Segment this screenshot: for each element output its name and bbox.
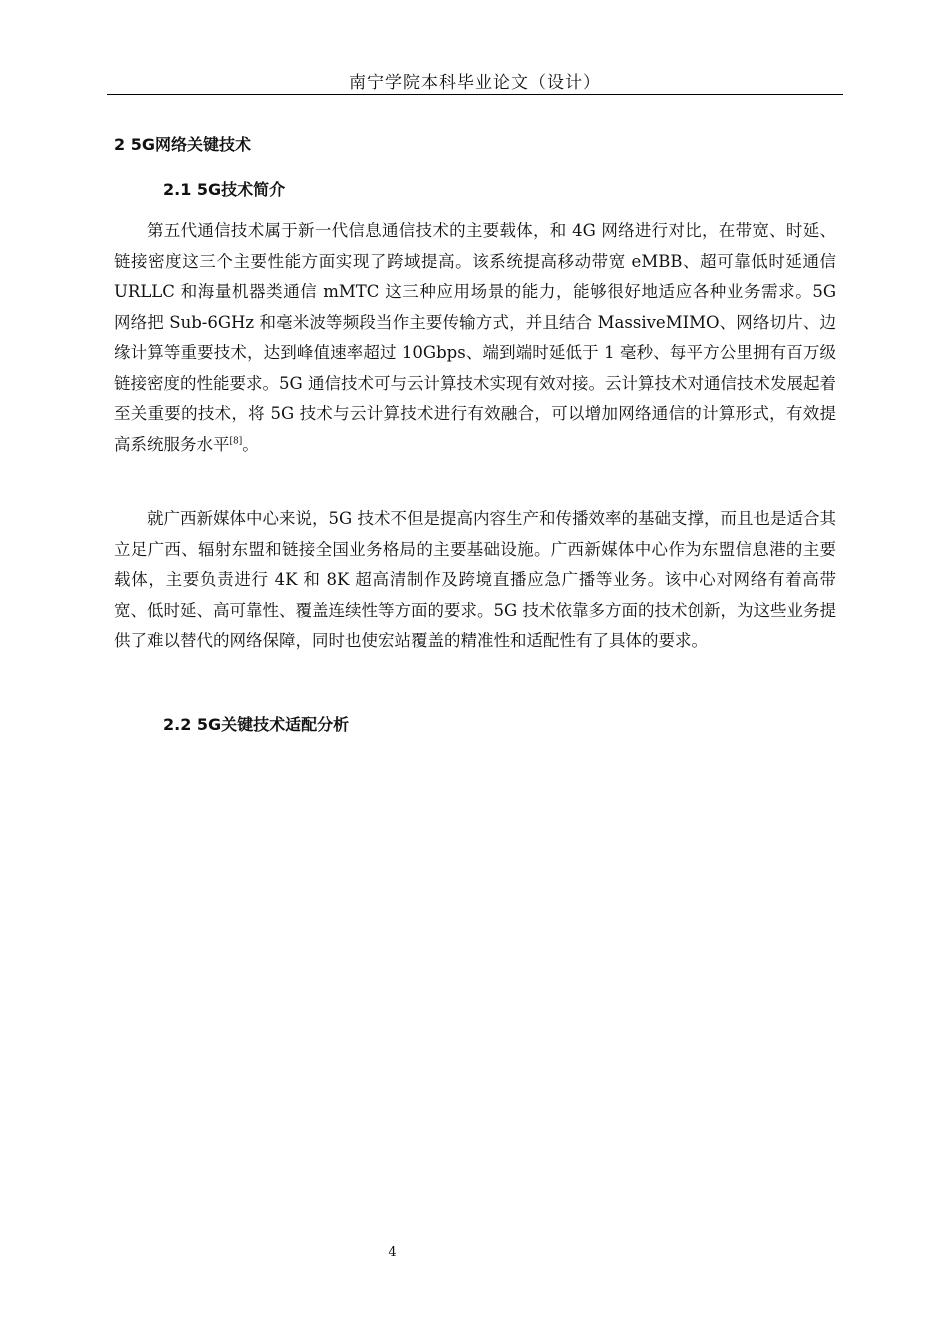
running-header: 南宁学院本科毕业论文（设计）	[349, 73, 601, 93]
paragraph-1	[114, 216, 836, 460]
paragraph-1-end: 。	[242, 434, 259, 454]
paragraph-2: 就广西新媒体中心来说，5G 技术不但是提高内容生产和传播效率的基础支撑，而且也是适合其立足广西、辐射东盟和链接全国业务格局的主要基础设施。广西新媒体中心作为东盟信息港的主要载体，主要负责进行 4K 和 8K 超高清制作及跨境直播应急广播等业务。该中心对网络有着高带宽、低时延、高可靠性、覆盖连续性等方面的要求。5G 技术依靠多方面的技术创新，为这些业务提供了难以替代的网络保障，同时也使宏站覆盖的精准性和适配性有了具体的要求。	[114, 509, 836, 650]
citation-ref[interactable]: [8]	[229, 436, 243, 446]
paragraph-1-text: 第五代通信技术属于新一代信息通信技术的主要载体，和 4G 网络进行对比，在带宽、时延、链接密度这三个主要性能方面实现了跨域提高。该系统提高移动带宽 eMBB、超可靠低时延通信 URLLC 和海量机器类通信 mMTC 这三种应用场景的能力，能够很好地适应各种业务需求。5G 网络把 Sub-6GHz 和毫米波等频段当作主要传输方式，并且结合 MassiveMIMO、网络切片、边缘计算等重要技术，达到峰值速率超过 10Gbps、端到端时延低于 1 毫秒、每平方公里拥有百万级链接密度的性能要求。5G 通信技术可与云计算技术实现有效对接。云计算技术对通信技术发展起着至关重要的技术，将 5G 技术与云计算技术进行有效融合，可以增加网络通信的计算形式，有效提高系统服务水平	[114, 221, 836, 454]
header-rule	[107, 94, 843, 95]
section-heading: 2 5G网络关键技术	[114, 135, 251, 154]
subsection-heading-2-2: 2.2 5G关键技术适配分析	[163, 715, 350, 734]
page-number: 4	[388, 1245, 397, 1260]
subsection-heading-2-1: 2.1 5G技术简介	[163, 180, 286, 199]
